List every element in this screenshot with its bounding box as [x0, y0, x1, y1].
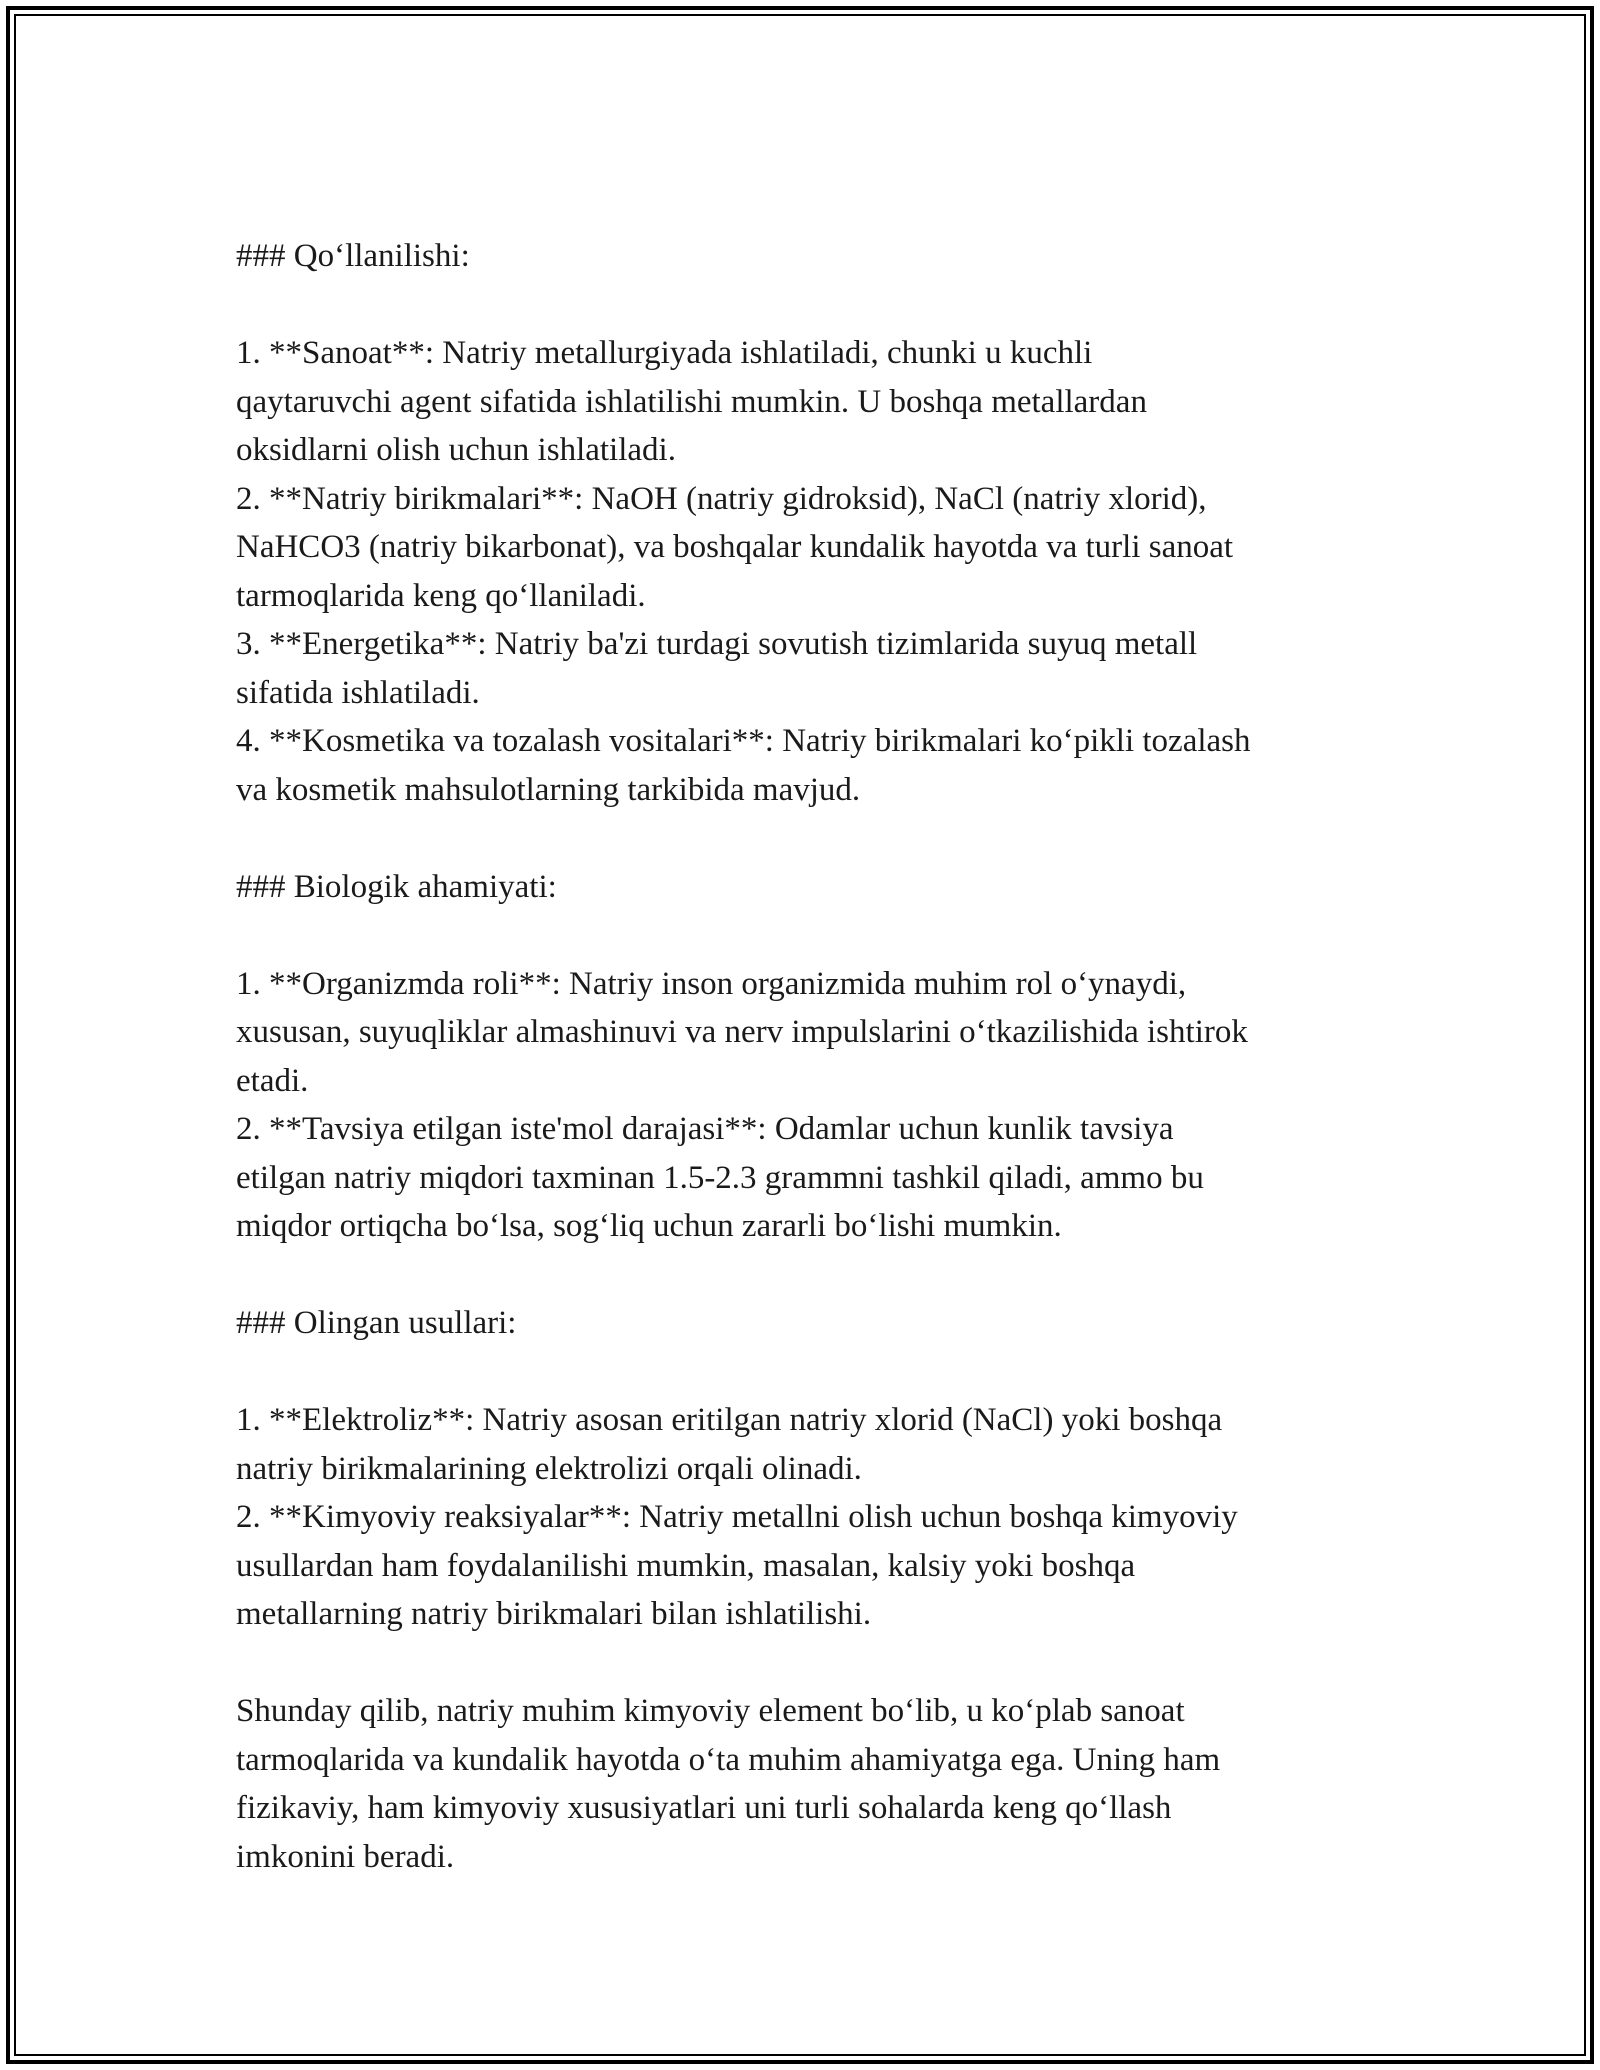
text-line: 1. **Organizmda roli**: Natriy inson organizmida muhim rol o‘ynaydi, — [236, 965, 1187, 1002]
text-line: tarmoqlarida keng qo‘llaniladi. — [236, 577, 646, 614]
text-line: 3. **Energetika**: Natriy ba'zi turdagi sovutish tizimlarida suyuq metall — [236, 626, 1198, 662]
text-line: NaHCO3 (natriy bikarbonat), va boshqalar kundalik hayotda va turli sanoat — [236, 529, 1234, 565]
text-line: 1. **Sanoat**: Natriy metallurgiyada ishlatiladi, chunki u kuchli — [236, 335, 1093, 371]
list-item-chemical-reactions — [236, 1493, 1366, 1639]
document-body — [236, 232, 1366, 1881]
list-item-industry — [236, 329, 1366, 475]
text-line: 2. **Tavsiya etilgan iste'mol darajasi**: Odamlar uchun kunlik tavsiya — [236, 1111, 1174, 1147]
text-line: natriy birikmalarining elektrolizi orqali olinadi. — [236, 1450, 862, 1487]
spacer — [236, 1251, 1366, 1300]
list-item-organism-role — [236, 960, 1366, 1106]
text-line: 4. **Kosmetika va tozalash vositalari**: Natriy birikmalari ko‘pikli tozalash — [236, 723, 1251, 759]
spacer — [236, 911, 1366, 960]
conclusion-paragraph — [236, 1687, 1366, 1881]
section-heading-biological: ### Biologik ahamiyati: — [236, 868, 557, 905]
list-item-recommended-intake — [236, 1105, 1366, 1251]
text-line: miqdor ortiqcha bo‘lsa, sog‘liq uchun zararli bo‘lishi mumkin. — [236, 1208, 1062, 1244]
text-line: 2. **Kimyoviy reaksiyalar**: Natriy metallni olish uchun boshqa kimyoviy — [236, 1499, 1238, 1535]
text-line: va kosmetik mahsulotlarning tarkibida mavjud. — [236, 771, 861, 808]
text-line: 1. **Elektroliz**: Natriy asosan eritilgan natriy xlorid (NaCl) yoki boshqa — [236, 1402, 1223, 1438]
list-item-energy — [236, 620, 1366, 717]
list-item-electrolysis — [236, 1396, 1366, 1493]
spacer — [236, 281, 1366, 330]
text-line: etadi. — [236, 1062, 309, 1099]
text-line: usullardan ham foydalanilishi mumkin, masalan, kalsiy yoki boshqa — [236, 1547, 1136, 1584]
section-heading-applications: ### Qo‘llanilishi: — [236, 238, 470, 274]
text-line: oksidlarni olish uchun ishlatiladi. — [236, 432, 676, 468]
text-line: xususan, suyuqliklar almashinuvi va nerv impulslarini o‘tkazilishida ishtirok — [236, 1014, 1248, 1050]
text-line: qaytaruvchi agent sifatida ishlatilishi mumkin. U boshqa metallardan — [236, 383, 1147, 420]
spacer — [236, 1639, 1366, 1688]
text-line: 2. **Natriy birikmalari**: NaOH (natriy gidroksid), NaCl (natriy xlorid), — [236, 480, 1207, 517]
text-line: etilgan natriy miqdori taxminan 1.5-2.3 grammni tashkil qiladi, ammo bu — [236, 1159, 1204, 1196]
text-line: tarmoqlarida va kundalik hayotda o‘ta muhim ahamiyatga ega. Uning ham — [236, 1741, 1221, 1778]
text-line: sifatida ishlatiladi. — [236, 674, 480, 711]
list-item-cosmetics — [236, 717, 1366, 814]
section-heading-methods: ### Olingan usullari: — [236, 1305, 517, 1341]
text-line: fizikaviy, ham kimyoviy xususiyatlari uni turli sohalarda keng qo‘llash — [236, 1790, 1172, 1826]
text-line: metallarning natriy birikmalari bilan ishlatilishi. — [236, 1596, 872, 1632]
text-line: imkonini beradi. — [236, 1838, 455, 1875]
list-item-compounds — [236, 475, 1366, 621]
spacer — [236, 1348, 1366, 1397]
text-line: Shunday qilib, natriy muhim kimyoviy element bo‘lib, u ko‘plab sanoat — [236, 1693, 1185, 1729]
spacer — [236, 814, 1366, 863]
